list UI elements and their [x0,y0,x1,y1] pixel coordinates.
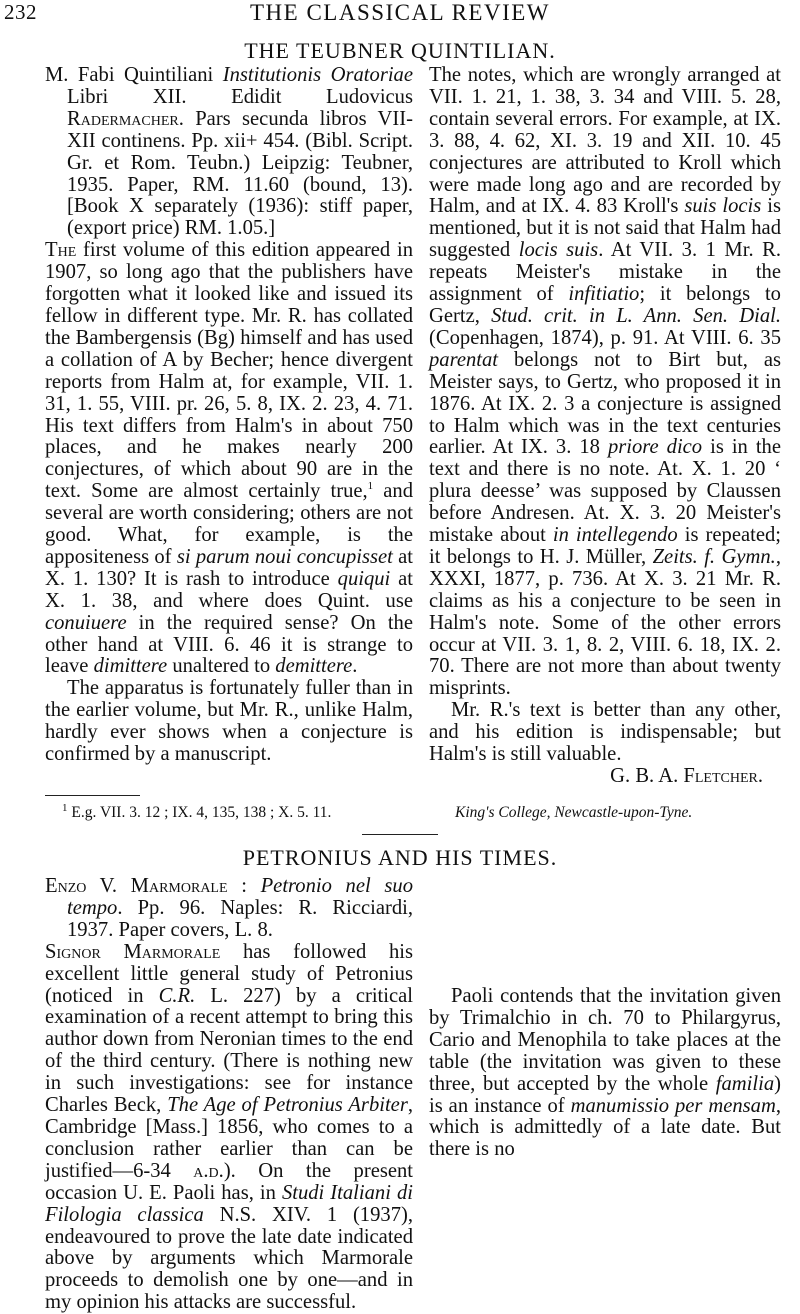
italic-text: si parum noui concupisset [176,545,393,568]
text: Paoli contends that the invitation given by Trimalchio in ch. 70 to Philargyrus, Cario and Menophila to take places at the table (the invitation was given to these three, but accepted by the whole [429,985,781,1095]
text: belongs not to Birt but, as Meister says, to Gertz, who proposed it in 1876. At IX. 2. 3 a conjecture is assigned to Halm which was in the text centuries earlier. At IX. 3. 18 [429,348,781,459]
lead-word: The [45,239,77,262]
text: has followed his excellent little general study of Petronius (noticed in [45,940,413,1007]
review2-right-column [429,876,781,1183]
citation-text: . Pars secunda libros VII-XII continens. Pp. xii+ 454. (Bibl. Script. Gr. et Rom. Teubn.) Leipzig: Teubner, 1935. Paper, RM. 11.60 (bound, 13). [Book X separately (1936): stiff paper, (export price) RM. 1.05.] [67,107,413,240]
review2-title: PETRONIUS AND HIS TIMES. [242,845,558,870]
review1-title: THE TEUBNER QUINTILIAN. [244,38,556,63]
footnote-mark: 1 [367,480,374,493]
lead-word: Signor Marmorale [45,940,221,963]
italic-text: conuiuere [45,611,127,634]
italic-text: familia [715,1072,775,1095]
italic-text: in intellegendo [552,524,678,547]
text: , Cambridge [Mass.] 1856, who comes to a conclusion rather earlier than can be justified—6-34 [45,1094,413,1182]
footnote-mark: 1 [62,801,68,814]
text: is mentioned, but it is not said that Halm had suggested [429,195,781,262]
review2-paragraph [45,942,413,1314]
review1-paragraph [429,65,781,700]
footnote-rule [45,795,140,796]
text: The notes, which are wrongly arranged at VII. 1. 21, 1. 38, 3. 34 and VIII. 5. 28, contain several errors. For example, at IX. 3. 88, 4. 62, XI. 3. 19 and XII. 10. 45 conjectures are attributed to Kroll which were made long ago and are recorded by Halm, and at IX. 4. 83 Kroll's [429,64,781,218]
text: at X. 1. 38, and where does Quint. use [45,567,413,612]
review1-paragraph: The apparatus is fortunately fuller than in the earlier volume, but Mr. R., unlike Halm, hardly ever shows when a conjecture is confirmed by a manuscript. [45,677,413,766]
italic-text: dimittere [93,655,168,678]
italic-text: infitiatio [568,283,640,306]
citation-text: . Pp. 96. Naples: R. Ricciardi, 1937. Paper covers, L. 8. [67,896,413,941]
italic-text: parentat [429,348,499,371]
text: . [352,655,358,678]
italic-text: quiqui [337,567,391,590]
text: , XXXI, 1877, p. 736. At X. 3. 21 Mr. R. claims as his a conjecture to be seen in Halm's note. Some of the other errors occur at VII. 3. 1, 8. 2, VIII. 6. 18, IX. 2. 70. There are not more than about twenty misprints. [429,545,781,700]
text: . At VII. 3. 1 Mr. R. repeats Meister's mistake in the assignment of [429,239,781,306]
text: , which is admittedly of a late date. But there is no [429,1094,781,1161]
review1-citation [45,65,413,240]
text: ; it belongs to Gertz, [429,283,781,327]
review1-signature: G. B. A. Fletcher. [610,765,763,787]
citation-author: Enzo V. Marmorale [45,875,228,897]
review1-left-column [45,65,413,766]
text: ) is an instance of [429,1072,781,1117]
review2-paragraph [429,986,781,1161]
citation-editor: Radermacher [67,107,179,130]
citation-text: Libri XII. Edidit Ludovicus [67,85,413,108]
italic-text: The Age of Petronius Arbiter [167,1094,408,1117]
review1-footnote [62,803,412,823]
italic-text: Studi Italiani di Filologia classica [45,1181,413,1226]
text: is in the text and there is no note. At. X. 1. 20 ‘ plura deesse’ was supposed by Claussen before Andresen. At. X. 3. 20 Meister's mistake about [429,436,781,547]
text: and several are worth considering; others are not good. What, for example, is the appositeness of [45,480,413,568]
text: is repeated; it belongs to H. J. Müller, [429,524,781,568]
italic-text: C.R. [158,984,196,1007]
citation-work: Institutionis Oratoriae [222,64,413,86]
citation-author: M. Fabi Quintiliani [45,64,223,86]
text: ). On the present occasion U. E. Paoli has, in [45,1159,414,1204]
review1-paragraph [45,240,413,678]
text: a.d. [193,1159,224,1182]
review1-paragraph: Mr. R.'s text is better than any other, and his edition is indispensable; but Halm's is still valuable. [429,699,781,766]
italic-text: suis locis [684,195,762,218]
text: in the required sense? On the other hand at VIII. 6. 46 it is strange to leave [45,611,413,678]
italic-text: priore dico [607,436,703,459]
italic-text: demittere [275,655,353,678]
italic-text: Stud. crit. in L. Ann. Sen. Dial. [491,304,781,327]
text: (Copenhagen, 1874), p. 91. At VIII. 6. 35 [429,326,781,349]
italic-text: manumissio per mensam [570,1094,776,1117]
review2-left-column [45,876,413,1314]
footnote-text: E.g. VII. 3. 12 ; IX. 4, 135, 138 ; X. 5. 11. [67,804,332,821]
citation-work: Petronio nel suo tempo [67,875,413,919]
section-divider [362,834,438,835]
italic-text: locis suis [518,239,599,262]
page-number: 232 [4,0,37,24]
review2-citation [45,876,413,942]
text: unaltered to [167,655,276,678]
text: N.S. XIV. 1 (1937), endeavoured to prove the late date indicated above by arguments which Marmorale proceeds to demolish one by one—and in my opinion his attacks are successful. [45,1203,413,1314]
italic-text: Zeits. f. Gymn. [652,545,776,568]
running-head: THE CLASSICAL REVIEW [249,0,550,25]
text: L. 227) by a critical examination of a recent attempt to bring this author down from Neronian times to the end of the third century. (There is nothing new in such investigations: see for instance Charles Beck, [45,984,413,1117]
review1-affiliation: King's College, Newcastle-upon-Tyne. [455,804,693,821]
citation-text: : [227,875,261,897]
text: first volume of this edition appeared in 1907, so long ago that the publishers have forgotten what it looked like and issued its fellow in different type. Mr. R. has collated the Bambergensis (Bg) himself and has used a collation of A by Becher; hence divergent reports from Halm at, for example, VII. 1. 31, 1. 55, VIII. pr. 26, 5. 8, IX. 2. 23, 4. 71. His text differs from Halm's in about 750 places, and he makes nearly 200 conjectures, of which about 90 are in the text. Some are almost certainly true, [45,239,413,503]
review1-right-column [429,65,781,788]
text: at X. 1. 130? It is rash to introduce [45,545,414,590]
